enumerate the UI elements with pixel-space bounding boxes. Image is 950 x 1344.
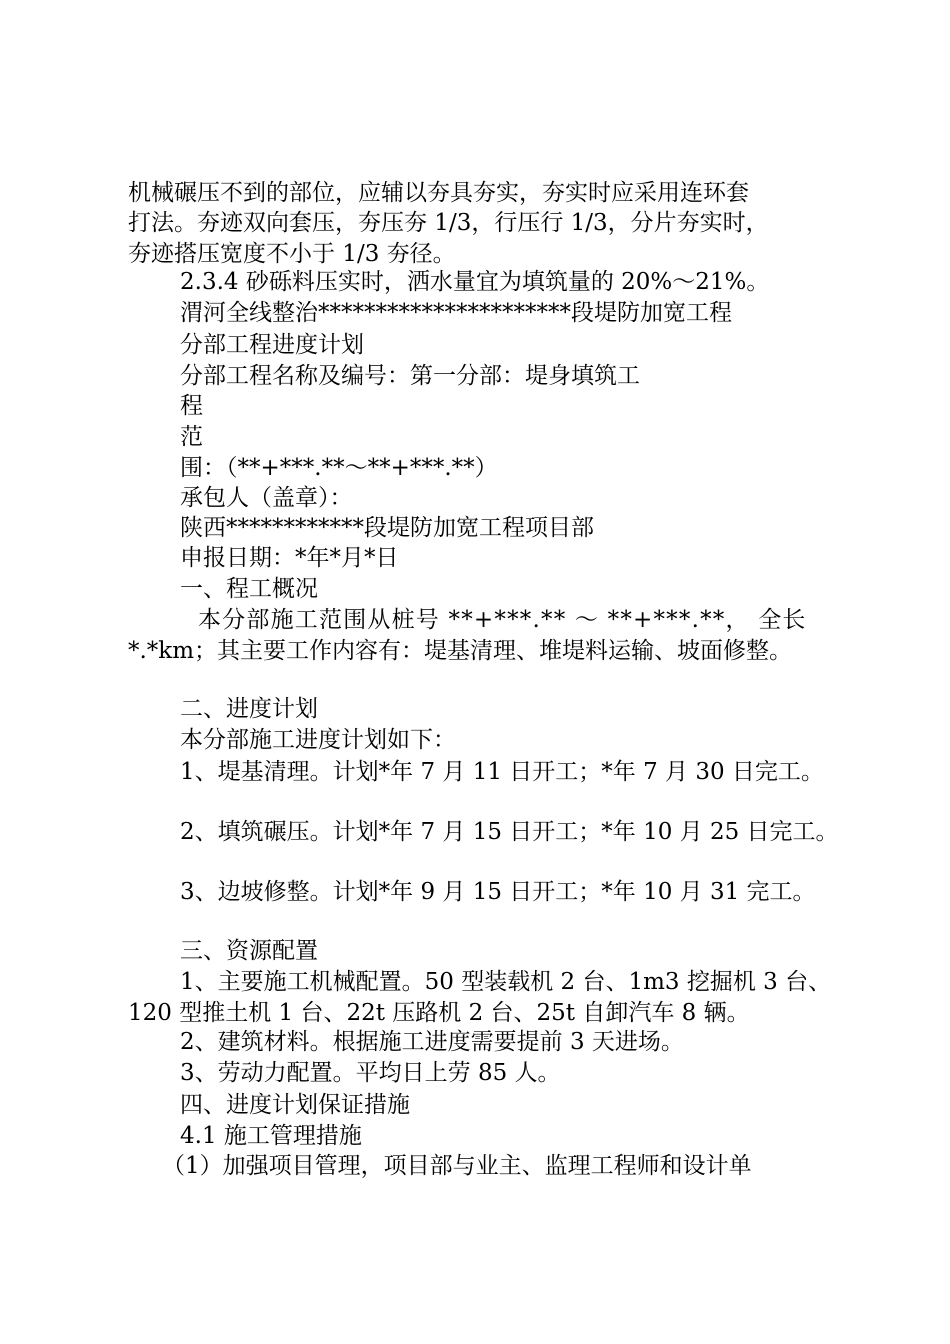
- text-line: 承包人（盖章）：: [180, 485, 353, 511]
- text-line: 围：（**+***.**～**+***.**）: [180, 455, 498, 481]
- schedule-item: 3、边坡修整。计划*年 9 月 15 日开工；*年 10 月 31 完工。: [180, 879, 816, 905]
- text-line: 1、主要施工机械配置。50 型装载机 2 台、1m3 挖掘机 3 台、: [180, 969, 832, 995]
- text-line: 机械碾压不到的部位，应辅以夯具夯实，夯实时应采用连环套: [128, 180, 749, 206]
- text-line: 渭河全线整治**********************段堤防加宽工程: [180, 300, 732, 326]
- text-line: 范: [180, 424, 203, 450]
- text-line: 分部工程进度计划: [180, 332, 364, 358]
- text-line: 本分部施工范围从桩号 **+***.** ～ **+***.**， 全长: [198, 607, 807, 633]
- schedule-item: 2、填筑碾压。计划*年 7 月 15 日开工；*年 10 月 25 日完工。: [180, 819, 839, 845]
- text-line: 2.3.4 砂砾料压实时，洒水量宜为填筑量的 20%～21%。: [180, 269, 770, 295]
- text-line: 2、建筑材料。根据施工进度需要提前 3 天进场。: [180, 1029, 684, 1055]
- text-line: 程: [180, 393, 203, 419]
- subsection-heading: 4.1 施工管理措施: [180, 1123, 362, 1149]
- text-line: 分部工程名称及编号：第一分部：堤身填筑工: [180, 363, 640, 389]
- text-line: （1）加强项目管理，项目部与业主、监理工程师和设计单: [162, 1153, 752, 1179]
- section-heading: 四、进度计划保证措施: [180, 1092, 410, 1118]
- text-line: 夯迹搭压宽度不小于 1/3 夯径。: [128, 241, 456, 267]
- text-line: 陕西************段堤防加宽工程项目部: [180, 515, 594, 541]
- section-heading: 三、资源配置: [180, 938, 318, 964]
- text-line: *.*km；其主要工作内容有：堤基清理、堆堤料运输、坡面修整。: [128, 638, 793, 664]
- text-line: 3、劳动力配置。平均日上劳 85 人。: [180, 1060, 561, 1086]
- text-line: 120 型推土机 1 台、22t 压路机 2 台、25t 自卸汽车 8 辆。: [128, 1000, 750, 1026]
- section-heading: 一、程工概况: [180, 576, 318, 602]
- text-line: 打法。夯迹双向套压，夯压夯 1/3，行压行 1/3，分片夯实时，: [128, 210, 769, 236]
- text-line: 申报日期：*年*月*日: [180, 545, 399, 571]
- section-heading: 二、进度计划: [180, 696, 318, 722]
- text-line: 本分部施工进度计划如下：: [180, 727, 456, 753]
- schedule-item: 1、堤基清理。计划*年 7 月 11 日开工；*年 7 月 30 日完工。: [180, 759, 824, 785]
